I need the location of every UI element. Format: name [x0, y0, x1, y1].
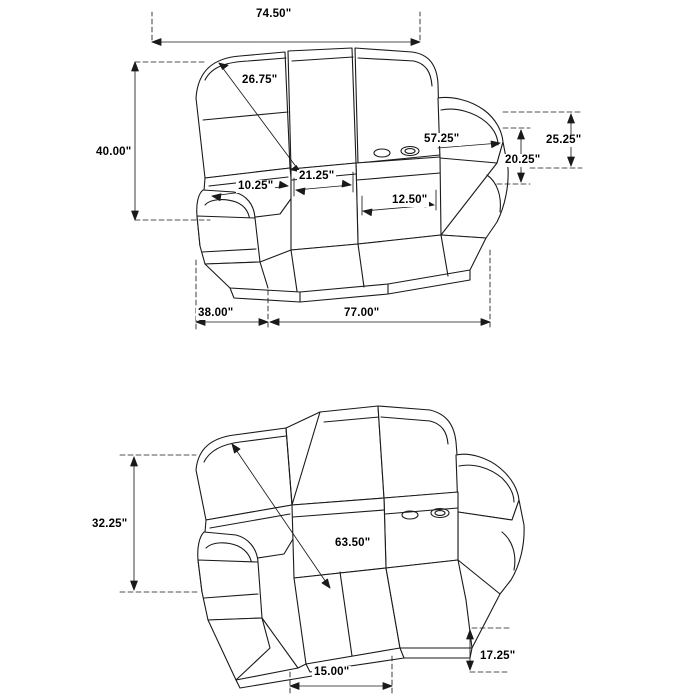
dimension-label-overall-height: 40.00" [96, 146, 132, 158]
dimension-label-seat-height: 25.25" [546, 134, 582, 146]
dimension-label-arm-height: 20.25" [505, 154, 541, 166]
dimension-label-base-width-bottom: 77.00" [344, 307, 380, 319]
dimension-label-footrest-height: 17.25" [480, 650, 516, 662]
dimension-label-seat-width-inner: 21.25" [299, 170, 335, 182]
dimension-label-seat-depth-left: 10.25" [238, 180, 274, 192]
dimension-label-back-cushion-height: 26.75" [242, 74, 278, 86]
dimension-label-arm-depth-bottom: 38.00" [198, 307, 234, 319]
dimension-label-footrest-width: 15.00" [314, 666, 350, 678]
dimension-label-console-width: 12.50" [392, 194, 428, 206]
dimension-label-reclined-height: 32.25" [92, 518, 128, 530]
dimension-label-reclined-diagonal-depth: 63.50" [335, 537, 371, 549]
dimension-label-overall-width-top: 74.50" [256, 8, 292, 20]
dimension-label-inner-seat-span: 57.25" [424, 133, 460, 145]
